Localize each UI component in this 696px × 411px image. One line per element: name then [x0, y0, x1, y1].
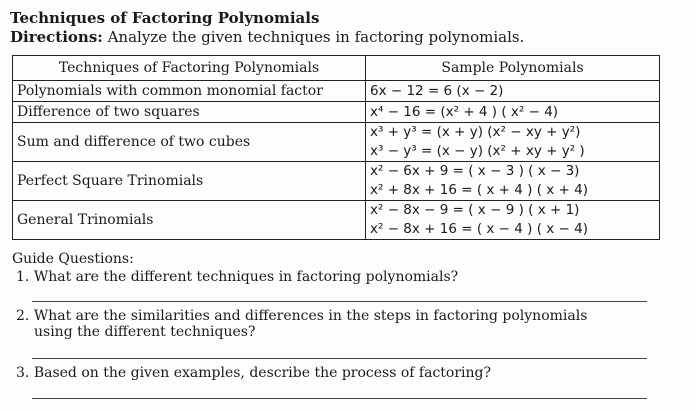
sample-polynomial: x³ − y³ = (x − y) (x² + xy + y² ): [370, 143, 585, 159]
table-row: [13, 123, 660, 162]
sample-polynomial: x² − 8x − 9 = ( x − 9 ) ( x + 1): [370, 202, 580, 218]
question-number: 3.: [16, 365, 30, 381]
question-number: 2.: [16, 308, 30, 324]
table-row: [13, 162, 660, 201]
table-row: [13, 102, 660, 123]
sample-polynomial: x² − 8x + 16 = ( x − 4 ) ( x − 4): [370, 221, 589, 237]
sample-cell: [366, 201, 660, 240]
table-row: [13, 81, 660, 102]
page-title: Techniques of Factoring Polynomials: [10, 9, 320, 27]
question-1: [16, 269, 458, 285]
sample-cell: [366, 162, 660, 201]
sample-cell: [366, 81, 660, 102]
sample-polynomial: x⁴ − 16 = (x² + 4 ) ( x² − 4): [370, 103, 559, 120]
table-row: [13, 201, 660, 240]
answer-line-1[interactable]: [32, 301, 647, 302]
technique-cell: Difference of two squares: [13, 102, 366, 123]
question-3: [16, 365, 491, 381]
question-text: What are the similarities and differences in the steps in factoring polynomials: [33, 308, 588, 324]
answer-line-3[interactable]: [32, 398, 647, 399]
sample-polynomial: x² + 8x + 16 = ( x + 4 ) ( x + 4): [370, 182, 589, 198]
sample-polynomial: 6x − 12 = 6 (x − 2): [370, 82, 504, 99]
technique-cell: Sum and difference of two cubes: [13, 123, 366, 162]
sample-cell: [366, 102, 660, 123]
directions-text: Analyze the given techniques in factoring polynomials.: [102, 28, 525, 46]
guide-label: Guide Questions:: [12, 251, 134, 267]
technique-cell: General Trinomials: [13, 201, 366, 240]
technique-cell: Polynomials with common monomial factor: [13, 81, 366, 102]
header-samples: Sample Polynomials: [366, 56, 660, 81]
question-2: [16, 308, 587, 340]
answer-line-2[interactable]: [32, 358, 647, 359]
header-techniques: Techniques of Factoring Polynomials: [13, 56, 366, 81]
question-number: 1.: [16, 269, 30, 285]
techniques-table: [12, 55, 660, 240]
question-text-continued: using the different techniques?: [34, 324, 256, 340]
sample-cell: [366, 123, 660, 162]
sample-polynomial: x³ + y³ = (x + y) (x² − xy + y²): [370, 124, 581, 140]
question-text: Based on the given examples, describe the process of factoring?: [33, 365, 491, 381]
technique-cell: Perfect Square Trinomials: [13, 162, 366, 201]
table-header-row: [13, 56, 660, 81]
question-text: What are the different techniques in factoring polynomials?: [33, 269, 459, 285]
directions: [10, 28, 524, 46]
directions-label: Directions:: [10, 28, 103, 46]
sample-polynomial: x² − 6x + 9 = ( x − 3 ) ( x − 3): [370, 163, 580, 179]
